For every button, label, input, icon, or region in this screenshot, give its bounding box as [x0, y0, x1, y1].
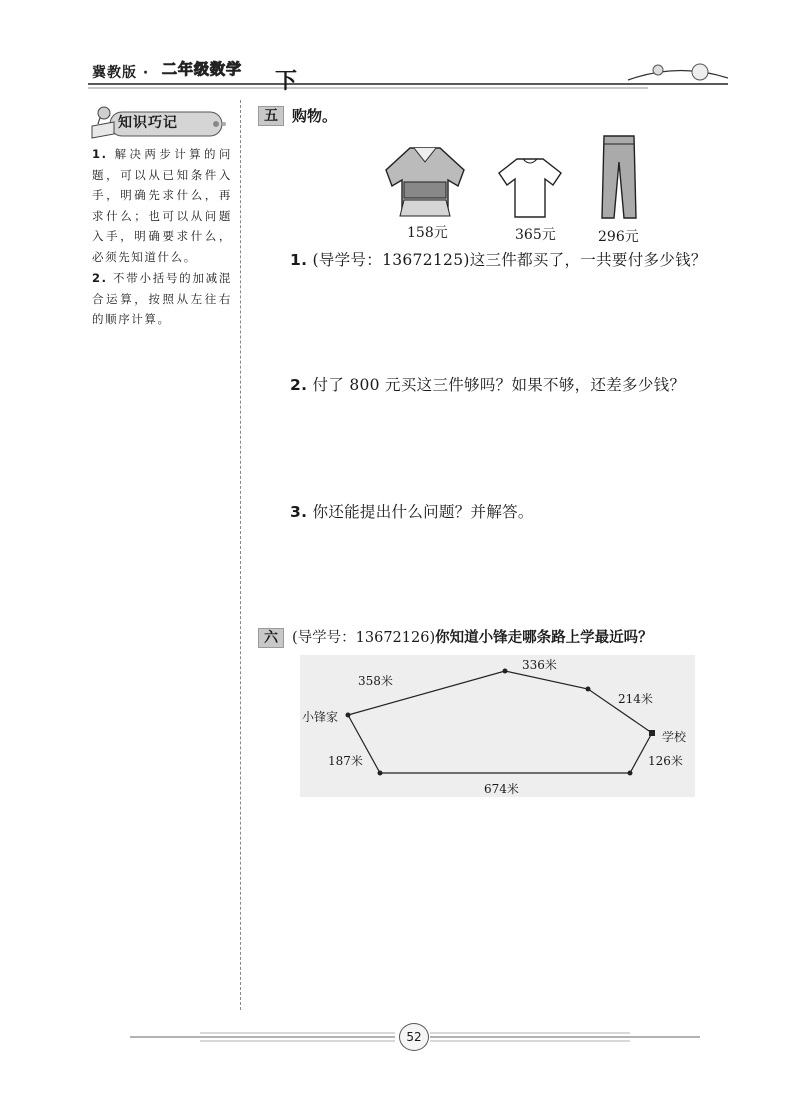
map-distance-336: 336米	[522, 658, 557, 672]
section-6-title: 你知道小锋走哪条路上学最近吗？	[435, 630, 653, 646]
waypoint-4	[628, 771, 633, 776]
sweater-image	[380, 142, 470, 220]
section-6-heading	[292, 626, 653, 647]
question-3-text: 你还能提出什么问题？并解答。	[312, 503, 534, 521]
question-1-text: (导学号：13672125)这三件都买了，一共要付多少钱？	[312, 251, 707, 269]
tip-2	[92, 268, 232, 330]
tip-1	[92, 144, 232, 267]
map-home-label: 小锋家	[302, 710, 339, 724]
question-1	[290, 248, 707, 270]
question-1-number: 1.	[290, 251, 308, 269]
tip-2-number: 2.	[92, 271, 108, 285]
header-edition: 冀教版 ·	[92, 65, 150, 81]
waypoint-1	[503, 669, 508, 674]
tshirt-price: 365元	[515, 227, 556, 243]
tips-title: 知识巧记	[118, 115, 178, 131]
section-6-label: 六	[258, 628, 284, 648]
map-distance-187: 187米	[328, 754, 363, 768]
upper-route-line	[348, 671, 652, 733]
question-2	[290, 373, 685, 395]
question-3-number: 3.	[290, 503, 308, 521]
map-school-label: 学校	[662, 730, 687, 744]
header-volume: 下	[275, 69, 298, 94]
home-point	[346, 713, 351, 718]
section-5-title: 购物。	[292, 107, 338, 125]
lower-route-line	[348, 715, 652, 773]
header-grade: 二年级数学	[162, 60, 243, 78]
school-point	[649, 730, 655, 736]
question-3	[290, 500, 534, 522]
tip-2-text: 不带小括号的加减混合运算，按照从左往右的顺序计算。	[92, 271, 232, 326]
tip-1-text: 解决两步计算的问题，可以从已知条件入手，明确先求什么，再求什么；也可以从问题入手，明确要求什么，必须先知道什么。	[92, 147, 232, 264]
pants-price: 296元	[598, 229, 639, 245]
tshirt-image	[495, 155, 565, 220]
map-distance-126: 126米	[648, 754, 683, 768]
section-5-label: 五	[258, 106, 284, 126]
map-distance-214: 214米	[618, 692, 653, 706]
pants-image	[598, 132, 640, 222]
sidebar-divider	[240, 100, 241, 1010]
question-2-number: 2.	[290, 376, 308, 394]
tip-1-number: 1.	[92, 147, 108, 161]
waypoint-2	[586, 687, 591, 692]
page-number: 52	[399, 1023, 429, 1051]
waypoint-3	[378, 771, 383, 776]
map-distance-674: 674米	[484, 782, 519, 796]
sweater-price: 158元	[407, 225, 448, 241]
section-6-prefix: (导学号：13672126)	[292, 630, 436, 646]
map-distance-358: 358米	[358, 674, 393, 688]
question-2-text: 付了 800 元买这三件够吗？如果不够，还差多少钱？	[312, 376, 686, 394]
